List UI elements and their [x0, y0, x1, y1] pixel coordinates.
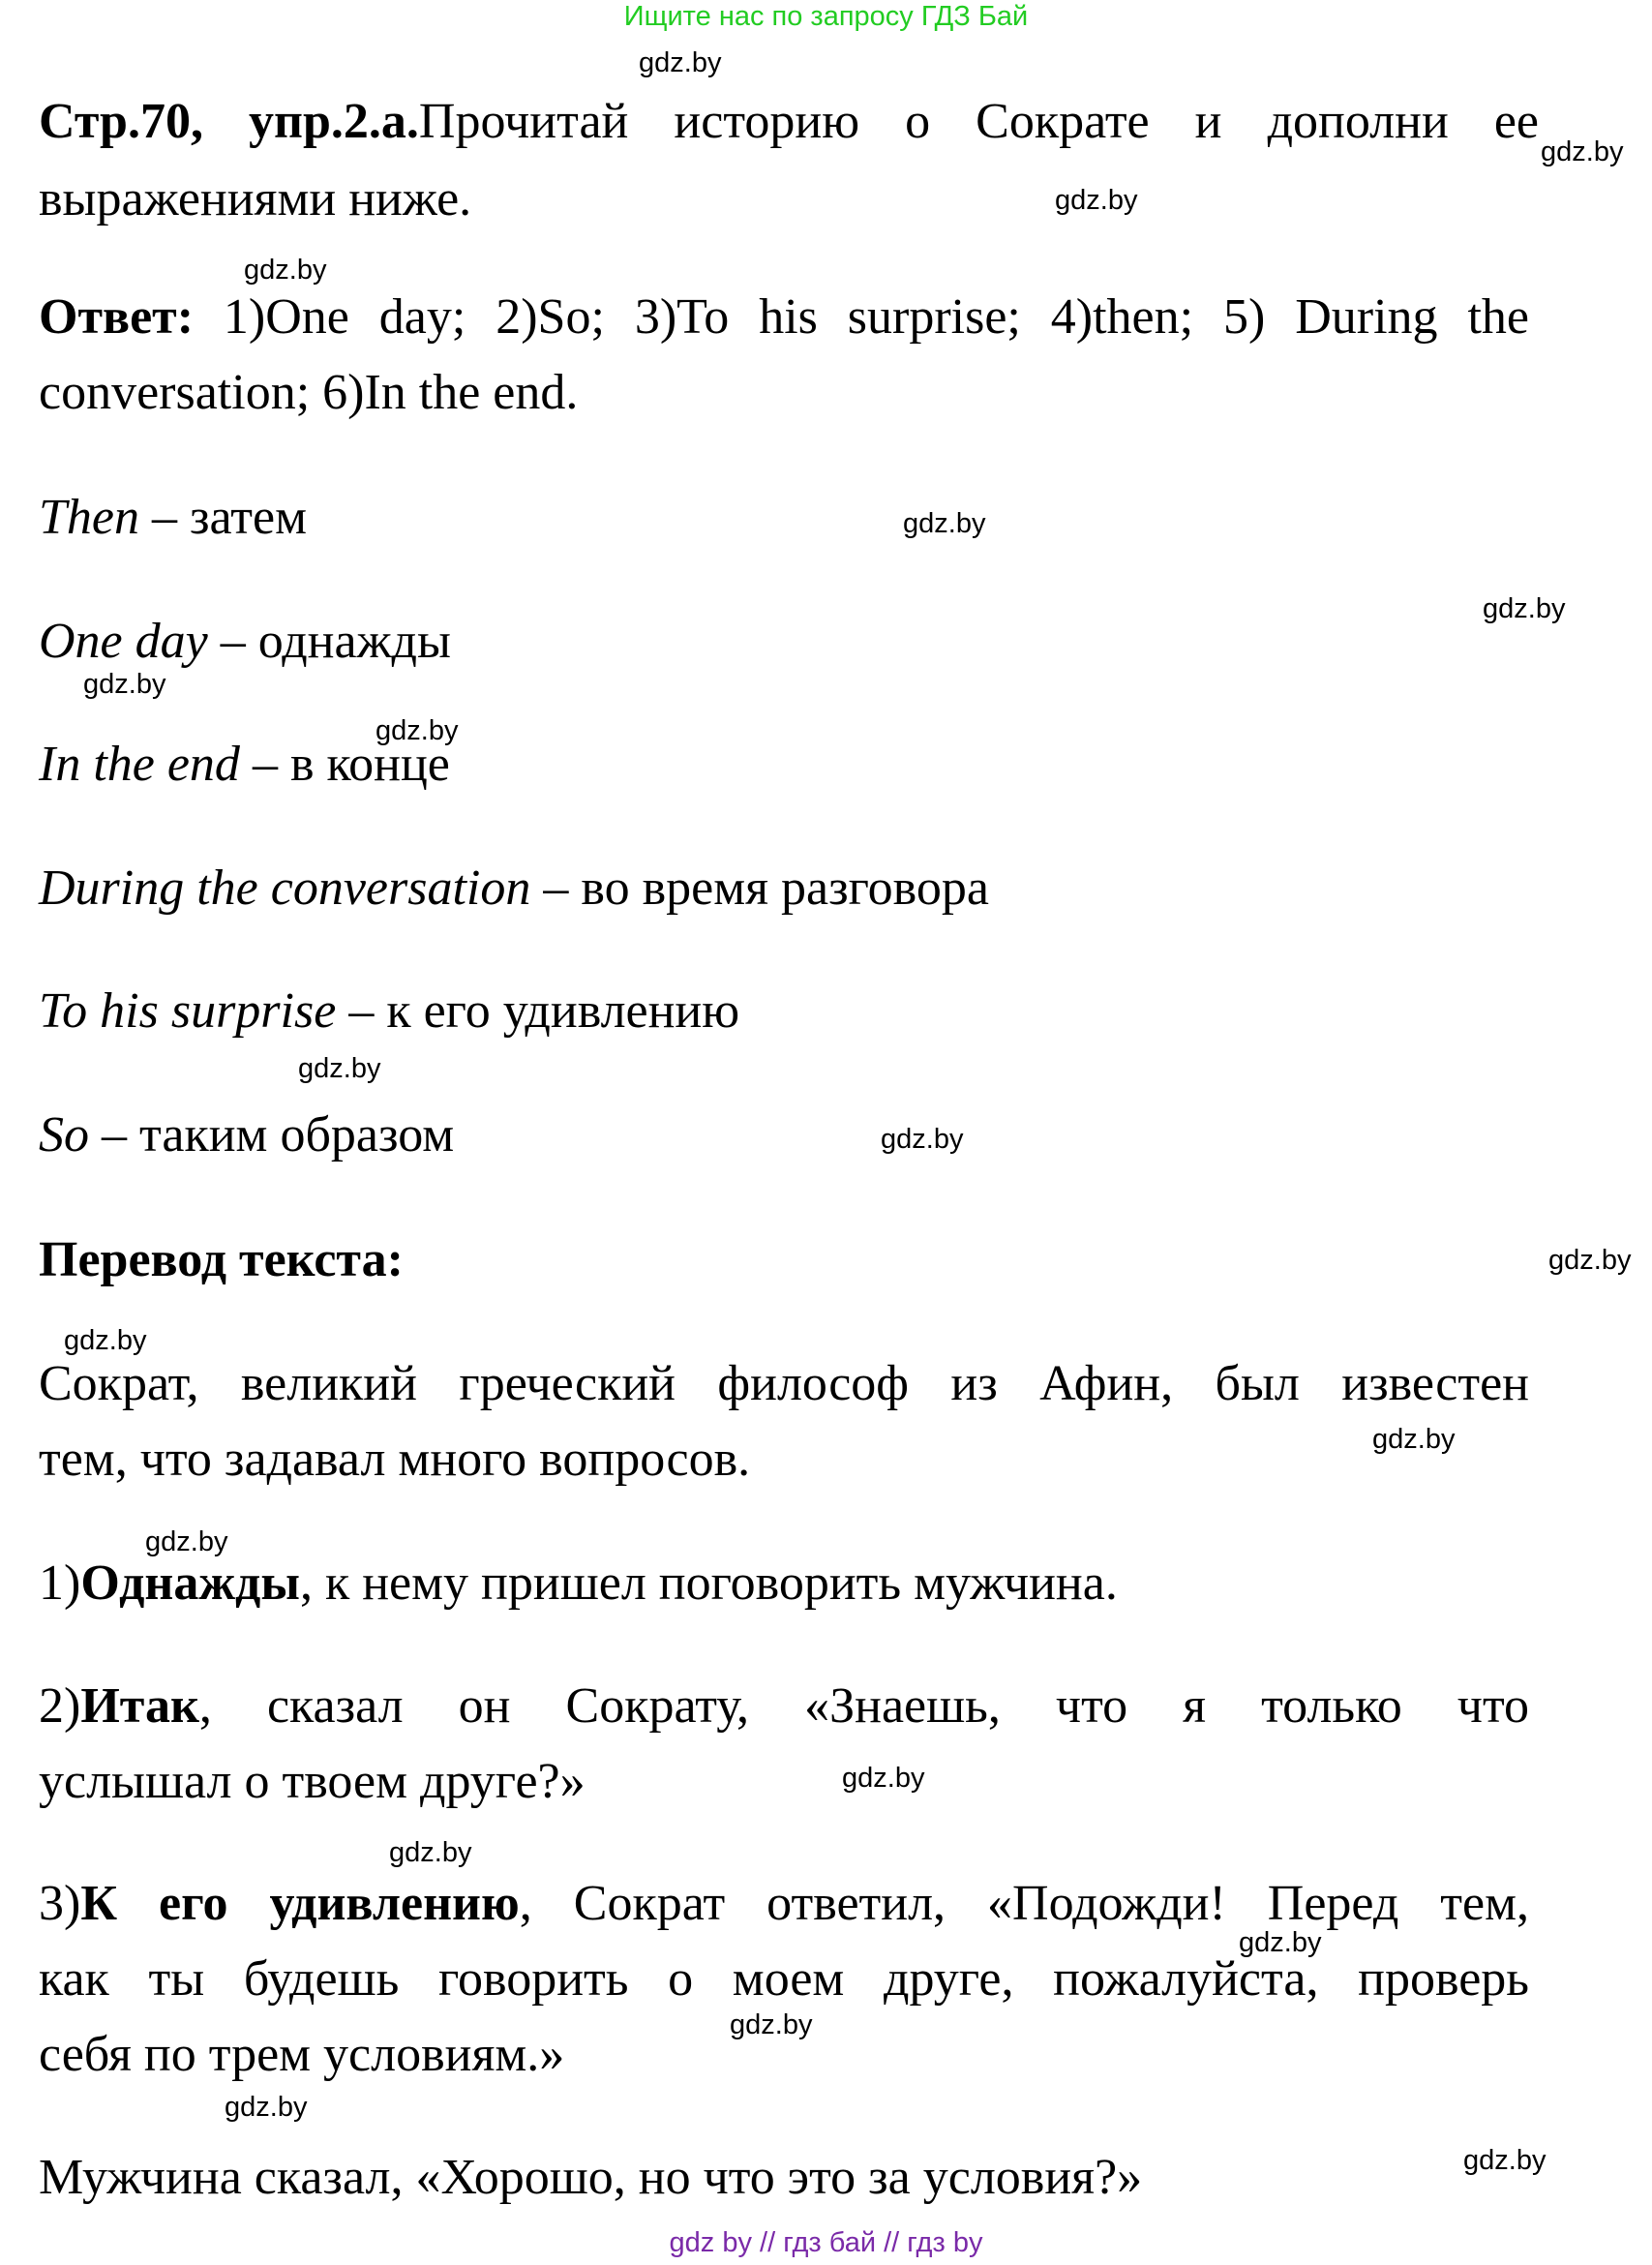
vocab-item [39, 1106, 454, 1164]
answer-label: Ответ: [39, 289, 195, 345]
paragraph-keyword: К его удивлению [80, 1876, 520, 1931]
vocab-term: One day [39, 614, 208, 669]
watermark: gdz.by [1055, 185, 1138, 216]
watermark: gdz.by [145, 1526, 228, 1557]
translation-intro: Сократ, великий греческий философ из Афин, был известен [39, 1356, 1529, 1411]
watermark: gdz.by [1483, 593, 1566, 624]
watermark: gdz.by [1239, 1927, 1322, 1958]
watermark: gdz.by [842, 1763, 925, 1794]
vocab-translation: – во время разговора [530, 861, 989, 916]
watermark: gdz.by [639, 47, 722, 78]
exercise-instruction: Прочитай историю о Сократе и дополни ее [418, 94, 1539, 149]
vocab-item [39, 982, 739, 1041]
translation-title: Перевод текста: [39, 1232, 404, 1287]
watermark: gdz.by [389, 1837, 472, 1868]
paragraph-number: 1) [39, 1555, 81, 1611]
vocab-term: During the conversation [39, 861, 531, 916]
answer-line [39, 288, 1529, 347]
vocab-translation: – таким образом [89, 1107, 455, 1163]
watermark: gdz.by [1463, 2145, 1547, 2176]
translation-paragraph-3-cont: как ты будешь говорить о моем друге, пожалуйста, проверь [39, 1951, 1529, 2007]
translation-paragraph-2-cont: услышал о твоем друге?» [39, 1754, 586, 1809]
paragraph-number: 2) [39, 1678, 81, 1734]
paragraph-text: , к нему пришел поговорить мужчина. [299, 1555, 1118, 1611]
watermark: gdz.by [903, 508, 986, 539]
footer-links: gdz by // гдз бай // гдз by [669, 2227, 983, 2258]
answer-text: 1)One day; 2)So; 3)To his surprise; 4)then; 5) During the [194, 289, 1529, 345]
translation-paragraph-4: Мужчина сказал, «Хорошо, но что это за условия?» [39, 2150, 1143, 2205]
vocab-item [39, 489, 307, 547]
site-banner: Ищите нас по запросу ГДЗ Бай [623, 1, 1029, 32]
paragraph-keyword: Итак [80, 1678, 199, 1734]
translation-paragraph-3-cont: себя по трем условиям.» [39, 2027, 565, 2082]
watermark: gdz.by [375, 715, 459, 746]
vocab-term: To his surprise [39, 983, 337, 1039]
watermark: gdz.by [244, 255, 327, 286]
watermark: gdz.by [83, 669, 166, 700]
vocab-translation: – к его удивлению [336, 983, 740, 1039]
vocab-item [39, 736, 450, 794]
translation-paragraph-3 [39, 1875, 1529, 1933]
watermark: gdz.by [298, 1053, 381, 1084]
watermark: gdz.by [1372, 1424, 1456, 1455]
paragraph-text: , Сократ ответил, «Подожди! Перед тем, [519, 1876, 1530, 1931]
watermark: gdz.by [1548, 1245, 1632, 1276]
vocab-translation: – однажды [207, 614, 451, 669]
paragraph-number: 3) [39, 1876, 81, 1931]
watermark: gdz.by [225, 2092, 308, 2123]
watermark: gdz.by [730, 2009, 813, 2040]
exercise-heading [39, 93, 1539, 151]
vocab-term: So [39, 1107, 89, 1163]
translation-intro-cont: тем, что задавал много вопросов. [39, 1432, 751, 1487]
translation-paragraph-1 [39, 1555, 1118, 1613]
answer-line-cont: conversation; 6)In the end. [39, 365, 579, 420]
vocab-translation: – затем [139, 490, 307, 545]
watermark: gdz.by [881, 1124, 964, 1155]
exercise-instruction-cont: выражениями ниже. [39, 171, 472, 226]
vocab-translation: – в конце [239, 737, 450, 792]
translation-paragraph-2 [39, 1677, 1529, 1736]
vocab-item [39, 860, 989, 918]
vocab-item [39, 613, 451, 671]
watermark: gdz.by [1541, 136, 1624, 167]
paragraph-text: , сказал он Сократу, «Знаешь, что я только что [198, 1678, 1529, 1734]
watermark: gdz.by [64, 1325, 147, 1356]
vocab-term: Then [39, 490, 139, 545]
vocab-term: In the end [39, 737, 240, 792]
exercise-ref: Стр.70, упр.2.а. [39, 94, 419, 149]
paragraph-keyword: Однажды [80, 1555, 300, 1611]
